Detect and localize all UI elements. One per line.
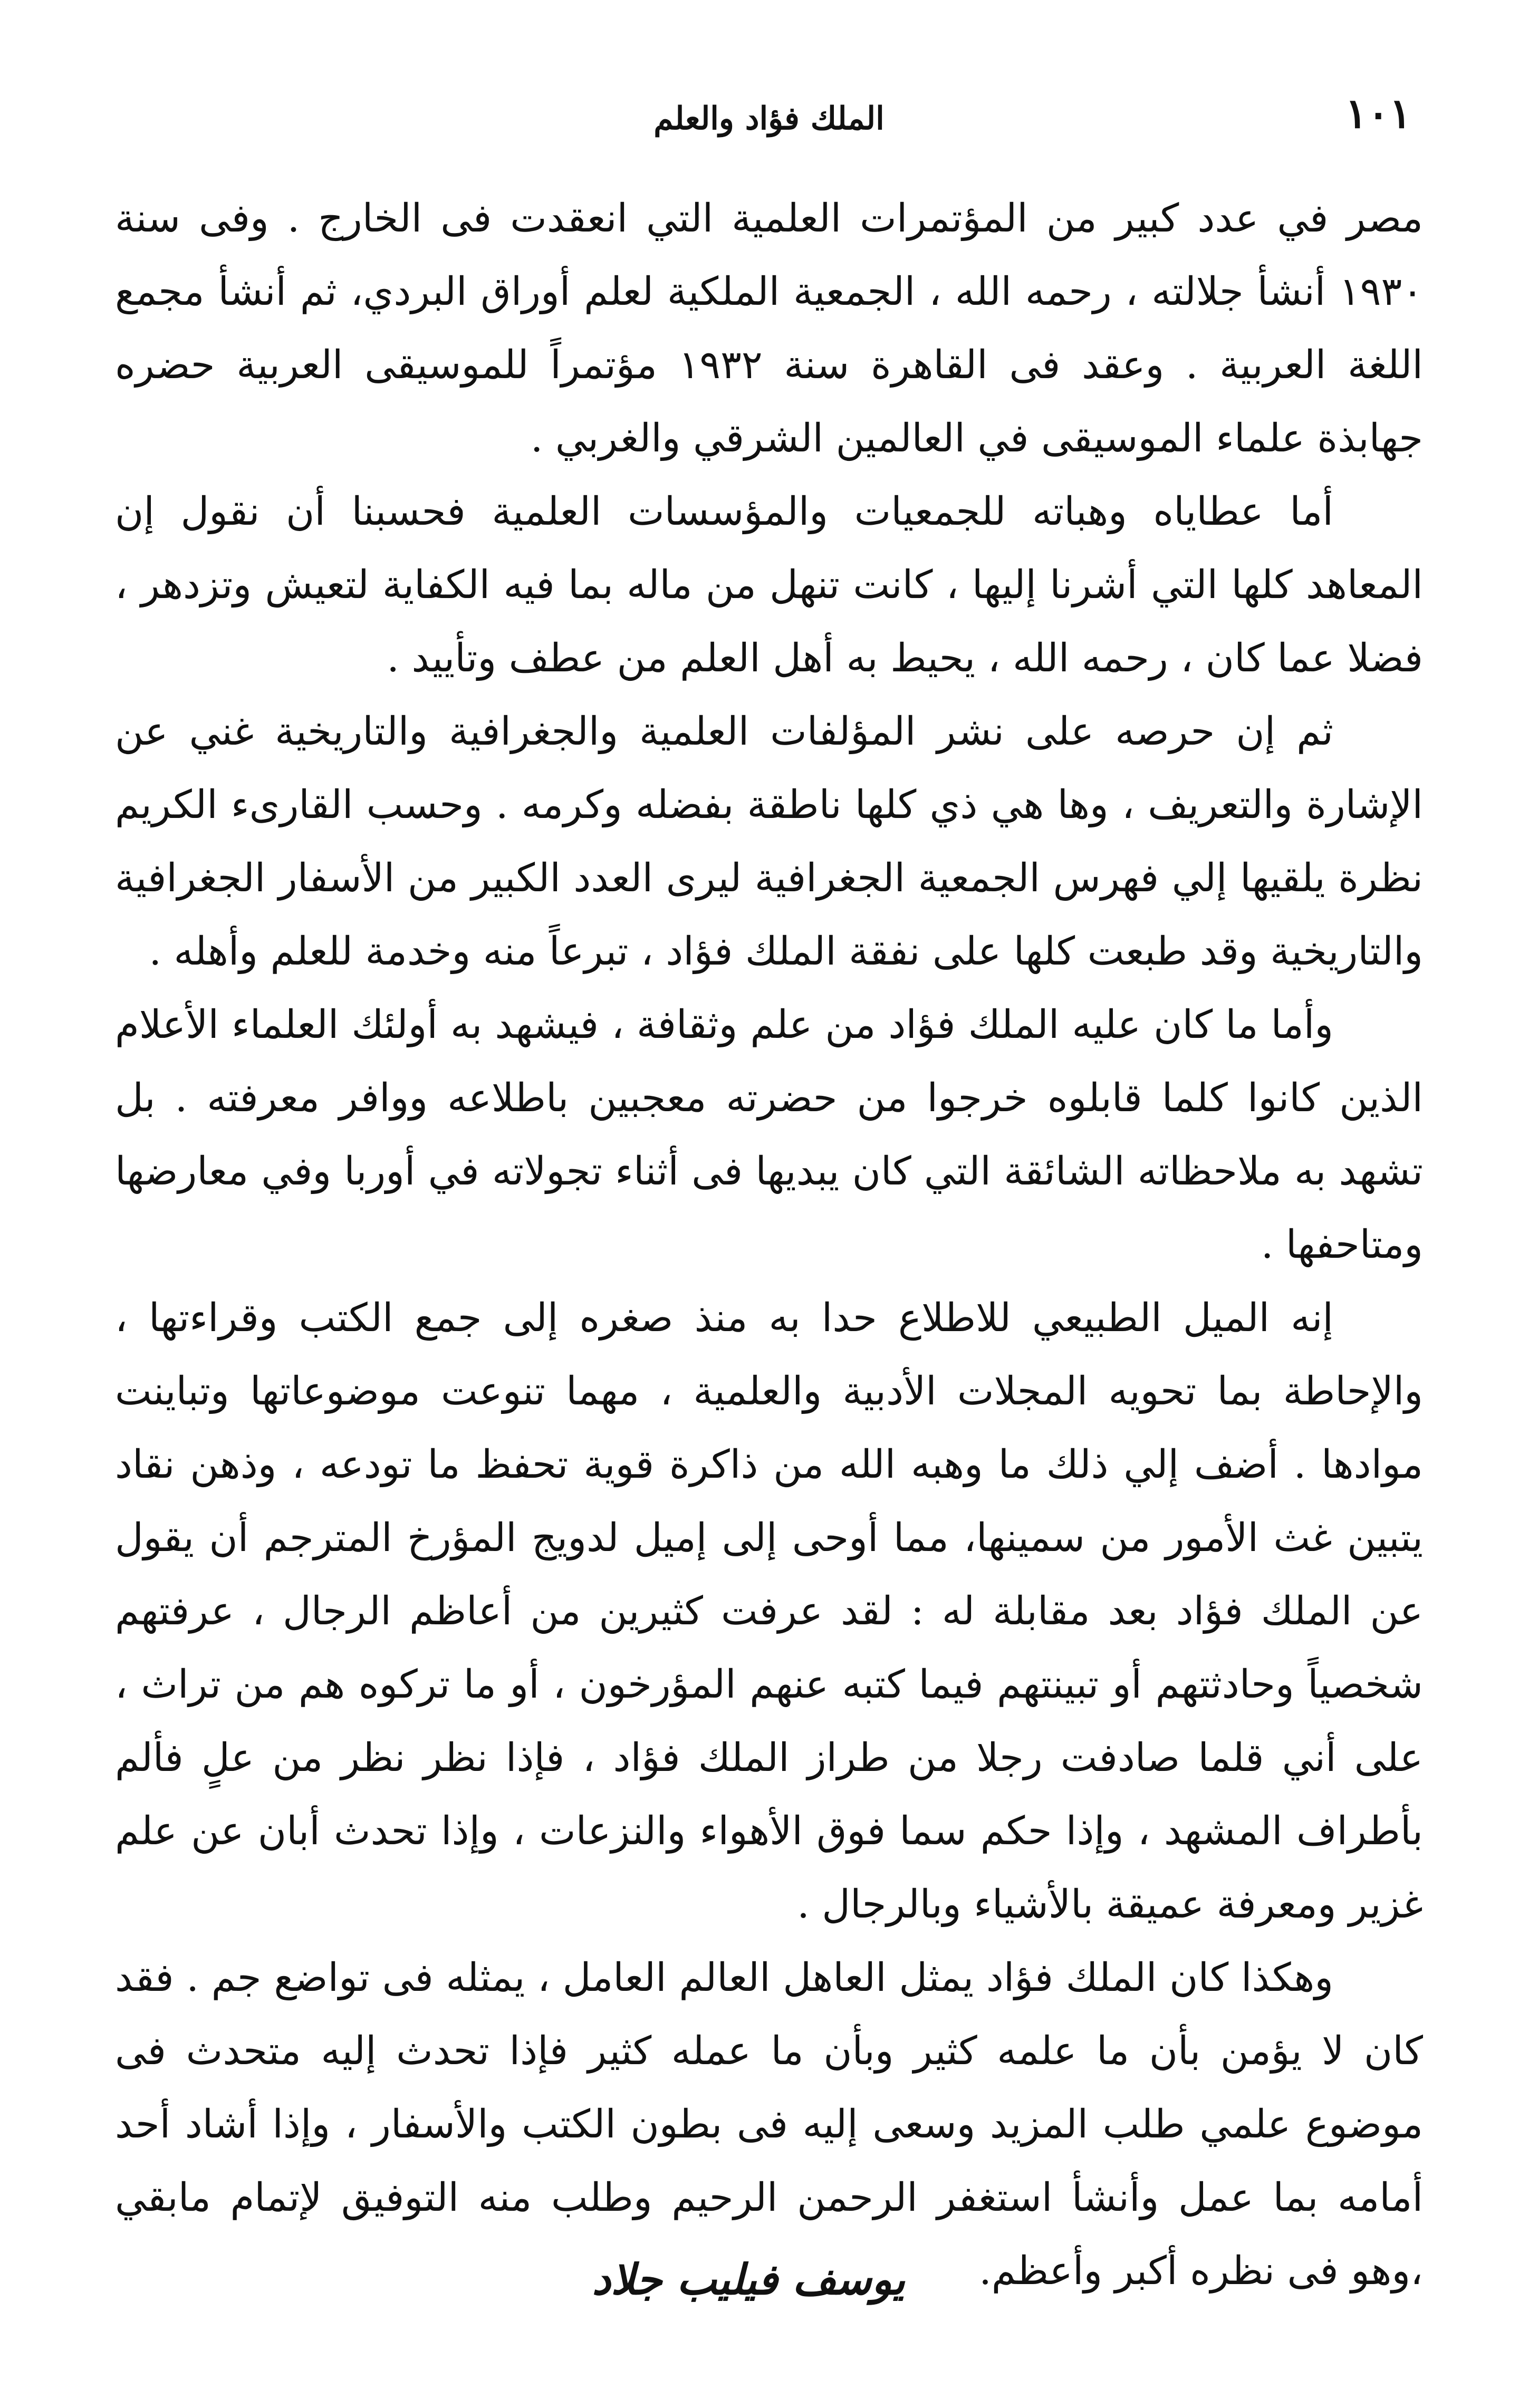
running-title: الملك فؤاد والعلم [653,100,885,137]
paragraph-3: ثم إن حرصه على نشر المؤلفات العلمية والجغرافية والتاريخية غني عن الإشارة والتعريف ، وها هي ذي كلها ناطقة بفضله وكرمه . وحسب القارىء الكريم نظرة يلقيها إلي فهرس الجمعية الجغرافية ليرى العدد الكبير من الأسفار الجغرافية والتاريخية وقد طبعت كلها على نفقة الملك فؤاد ، تبرعاً منه وخدمة للعلم وأهله . [115,709,1423,974]
running-header [121,90,1417,163]
author-signature: يوسف فيليب جلاد [592,2255,905,2304]
paragraph-2: أما عطاياه وهباته للجمعيات والمؤسسات العلمية فحسبنا أن نقول إن المعاهد كلها التي أشرنا إليها ، كانت تنهل من ماله بما فيه الكفاية لتعيش وتزدهر ، فضلا عما كان ، رحمه الله ، يحيط به أهل العلم من عطف وتأييد . [115,489,1423,681]
paragraph-4: وأما ما كان عليه الملك فؤاد من علم وثقافة ، فيشهد به أولئك العلماء الأعلام الذين كانوا كلما قابلوه خرجوا من حضرته معجبين باطلاعه ووافر معرفته . بل تشهد به ملاحظاته الشائقة التي كان يبديها فى أثناء تجولاته في أوربا وفي معارضها ومتاحفها . [115,1002,1423,1267]
paragraph-6: وهكذا كان الملك فؤاد يمثل العاهل العالم العامل ، يمثله فى تواضع جم . فقد كان لا يؤمن بأن ما علمه كثير وبأن ما عمله كثير فإذا تحدث إليه متحدث فى موضوع علمي طلب المزيد وسعى إليه فى بطون الكتب والأسفار ، وإذا أشاد أحد أمامه بما عمل وأنشأ استغفر الرحمن الرحيم وطلب منه التوفيق لإتمام مابقي ،وهو فى نظره أكبر وأعظم. [115,1955,1423,2294]
paragraph-1: مصر في عدد كبير من المؤتمرات العلمية التي انعقدت فى الخارج . وفى سنة ١٩٣٠ أنشأ جلالته ، رحمه الله ، الجمعية الملكية لعلم أوراق البردي، ثم أنشأ مجمع اللغة العربية . وعقد فى القاهرة سنة ١٩٣٢ مؤتمراً للموسيقى العربية حضره جهابذة علماء الموسيقى في العالمين الشرقي والغربي . [115,196,1423,461]
body-text [115,182,1423,2308]
page-number: ١٠١ [1345,90,1411,138]
paragraph-5: إنه الميل الطبيعي للاطلاع حدا به منذ صغره إلى جمع الكتب وقراءتها ، والإحاطة بما تحويه المجلات الأدبية والعلمية ، مهما تنوعت موضوعاتها وتباينت موادها . أضف إلي ذلك ما وهبه الله من ذاكرة قوية تحفظ ما تودعه ، وذهن نقاد يتبين غث الأمور من سمينها، مما أوحى إلى إميل لدويج المؤرخ المترجم أن يقول عن الملك فؤاد بعد مقابلة له : لقد عرفت كثيرين من أعاظم الرجال ، عرفتهم شخصياً وحادثتهم أو تبينتهم فيما كتبه عنهم المؤرخون ، أو ما تركوه هم من تراث ، على أني قلما صادفت رجلا من طراز الملك فؤاد ، فإذا نظر نظر من علٍ فألم بأطراف المشهد ، وإذا حكم سما فوق الأهواء والنزعات ، وإذا تحدث أبان عن علم غزير ومعرفة عميقة بالأشياء وبالرجال . [115,1295,1423,1927]
